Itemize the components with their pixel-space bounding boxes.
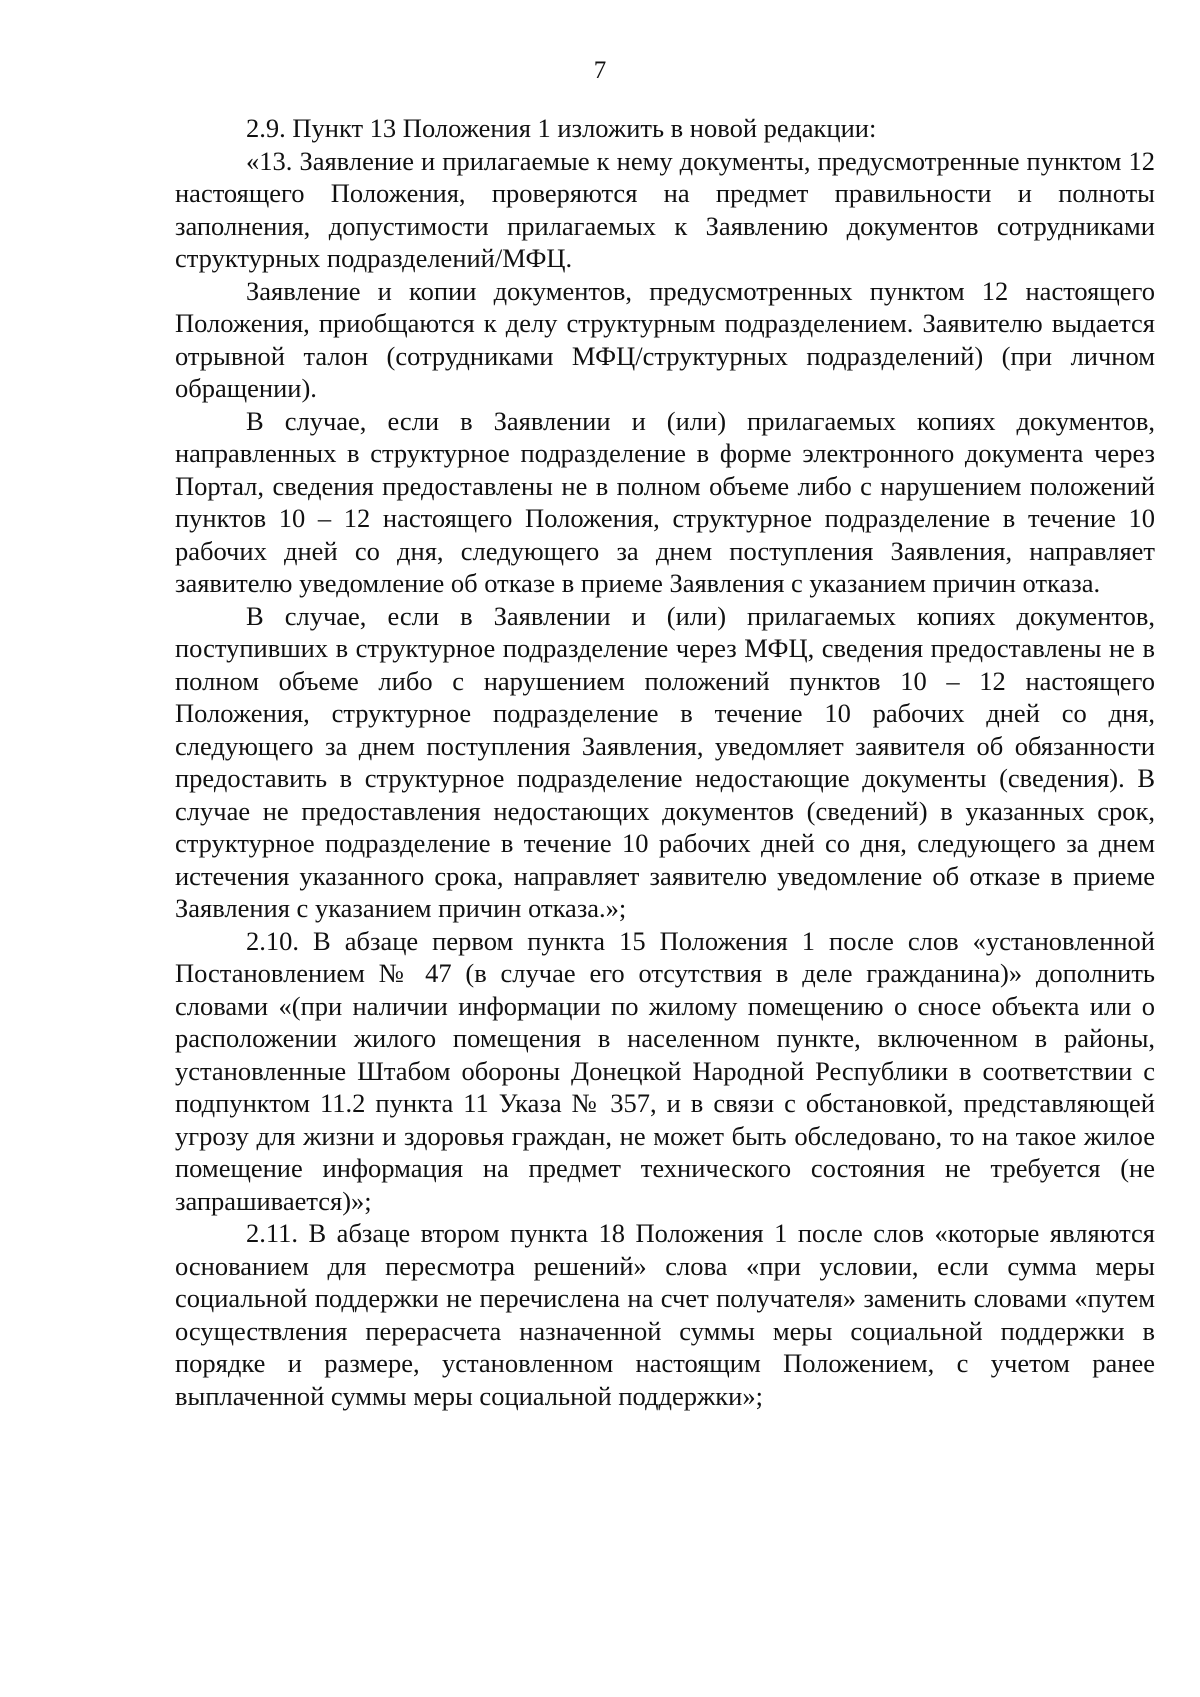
paragraph-mfc-notification: В случае, если в Заявлении и (или) прилагаемых копиях документов, поступивших в структурное подразделение через МФЦ, сведения предоставлены не в полном объеме либо с нарушением положений пунктов 10 – 12 настоящего Положения, структурное подразделение в течение 10 рабочих дней со дня, следующего за днем поступления Заявления, уведомляет заявителя об обязанности предоставить в структурное подразделение недостающие документы (сведения). В случае не предоставления недостающих документов (сведений) в указанных срок, структурное подразделение в течение 10 рабочих дней со дня, следующего за днем истечения указанного срока, направляет заявителю уведомление об отказе в приеме Заявления с указанием причин отказа.»; [175,600,1155,923]
paragraph-2-10: 2.10. В абзаце первом пункта 15 Положения 1 после слов «установленной Постановлением № 47 (в случае его отсутствия в деле гражданина)» дополнить словами «(при наличии информации по жилому помещению о сносе объекта или о расположении жилого помещения в населенном пункте, включенном в районы, установленные Штабом обороны Донецкой Народной Республики в соответствии с подпунктом 11.2 пункта 11 Указа № 357, и в связи с обстановкой, представляющей угрозу для жизни и здоровья граждан, не может быть обследовано, то на такое жилое помещение информация на предмет технического состояния не требуется (не запрашивается)»; [175,925,1155,1216]
paragraph-2-11: 2.11. В абзаце втором пункта 18 Положения 1 после слов «которые являются основанием для пересмотра решений» слова «при условии, если сумма меры социальной поддержки не перечислена на счет получателя» заменить словами «путем осуществления перерасчета назначенной суммы меры социальной поддержки в порядке и размере, установленном настоящим Положением, с учетом ранее выплаченной суммы меры социальной поддержки»; [175,1218,1155,1411]
paragraph-2-9-heading: 2.9. Пункт 13 Положения 1 изложить в новой редакции: [246,113,877,143]
paragraph-copies-attached: Заявление и копии документов, предусмотренных пунктом 12 настоящего Положения, приобщаются к делу структурным подразделением. Заявителю выдается отрывной талон (сотрудниками МФЦ/структурных подразделений) (при личном обращении). [175,275,1155,403]
paragraph-portal-refusal: В случае, если в Заявлении и (или) прилагаемых копиях документов, направленных в структурное подразделение в форме электронного документа через Портал, сведения предоставлены не в полном объеме либо с нарушением положений пунктов 10 – 12 настоящего Положения, структурное подразделение в течение 10 рабочих дней со дня, следующего за днем поступления Заявления, направляет заявителю уведомление об отказе в приеме Заявления с указанием причин отказа. [175,405,1155,598]
paragraph-13-statement: «13. Заявление и прилагаемые к нему документы, предусмотренные пунктом 12 настоящего Положения, проверяются на предмет правильности и полноты заполнения, допустимости прилагаемых к Заявлению документов сотрудниками структурных подразделений/МФЦ. [175,145,1155,273]
page-number: 7 [593,57,607,84]
document-body [175,112,1155,1412]
